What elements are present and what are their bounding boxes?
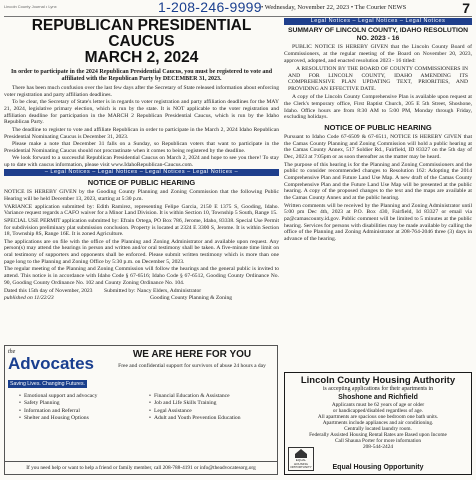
housing-line: Apartments include appliances and air conditioning. xyxy=(322,419,434,426)
header-phone: 1-208-246-9999 xyxy=(158,0,262,15)
advocates-headline: WE ARE HERE FOR YOU xyxy=(132,349,252,360)
summary-title: SUMMARY OF LINCOLN COUNTY, IDAHO RESOLUTION NO. 2023 - 16 xyxy=(287,27,469,42)
housing-authority-ad xyxy=(284,372,472,475)
caucus-notice xyxy=(4,18,279,169)
housing-places: Shoshone and Richfield xyxy=(338,393,418,401)
gooding-hearing-title: NOTICE OF PUBLIC HEARING xyxy=(87,178,196,188)
housing-line: or handicapped/disabled regardless of age. xyxy=(332,407,424,414)
summary-paragraph: PUBLIC NOTICE IS HEREBY GIVEN that the Lincoln County Board of Commissioners, at the regular meeting of the Board on November 20, 2023, approved, adopted, and enacted resolution 2023 - 16 titled: xyxy=(284,44,472,64)
legal-notices-band: – Legal Notices – Legal Notices – Legal Notices – Legal Notices – xyxy=(4,169,279,176)
service-item: • Shelter and Housing Options xyxy=(19,415,97,422)
housing-line: All apartments are spacious one bedroom one bath units. xyxy=(317,413,439,420)
header-paper-name: Lincoln County Journal • Lynx xyxy=(4,4,57,9)
submitted-agency: Gooding County Planning & Zoning xyxy=(150,294,233,301)
caucus-title-line-2: MARCH 2, 2024 xyxy=(84,49,199,66)
published-line: published on 11/22/23 xyxy=(4,294,54,301)
caucus-title-line-1: REPUBLICAN PRESIDENTIAL CAUCUS xyxy=(31,17,252,50)
advocates-tagline: Saving Lives. Changing Futures. xyxy=(10,381,85,387)
camas-hearing-title: NOTICE OF PUBLIC HEARING xyxy=(324,122,432,132)
hearing-paragraph: Pursuant to Idaho Code 67-6509 & 67-6511, NOTICE IS HEREBY GIVEN that the Camas County Planning and Zoning Commission will hold a public hearing at the Camas County Annex, 517 Soldier Rd., Fairfield, ID 83327 on the 5th day of Dec, 2023 at 7:05pm or as soon thereafter as the matter may be heard. xyxy=(284,133,472,161)
housing-sub: is accepting applications for their apartments in xyxy=(322,386,434,392)
hearing-paragraph: Written comments will be received by the Planning and Zoning Administrator until 5:00 pm Dec 4th, 2023 at P.O. Box 430, Fairfield, Id 83327 or email via pz@camascounty.id.gov. Public comment will be limited to 5 minutes at the public hearing. Services for persons with disabilities may be made available by calling the office of the Planning and Zoning Administrator at 208-764-2046 three (3) days in advance of the hearing. xyxy=(284,202,472,243)
dated-line: Dated this 15th day of November, 2023 xyxy=(4,288,93,295)
submitted-by: Submitted by: Nancy Elders, Administrator xyxy=(104,288,202,295)
hearing-paragraph: VARIANCE application submitted by: Edith Ramirez, representing Felipe Garcia, 2150 E 1375 S, Gooding, Idaho. Variance request regards a CAFO waiver for a Minor Land Division. It is within Section 10, Township 5 South, Range 15. xyxy=(4,203,279,217)
header-date: • Wednesday, November 22, 2023 • The Courier NEWS xyxy=(261,4,407,11)
hearing-paragraph: The purpose of this hearing is for the Planning and Zoning Commissioners and the public to consider recommended changes to Resolution 162: Adopting the 2014 Comprehensive Plan and Future Land Use Map. A new draft of the Camas County Comprehensive Plan and the Future Land Use Map will be presented at the public hearing. A copy of the proposed changes to the text and the maps are available at the Camas County Annex and at the public hearing. xyxy=(284,161,472,202)
caucus-paragraph: Please make a note that December 31 falls on a Sunday, so Republican voters that want to participate in the Presidential Nominating Caucus should not procrastinate when it comes to being registered by the deadline. xyxy=(4,141,279,154)
caucus-paragraph: The deadline to register to vote and affiliate Republican in order to participate in the March 2, 2024 Idaho Republican Presidential Nominating Caucus is December 31, 2023. xyxy=(4,126,279,140)
camas-hearing-notice xyxy=(284,123,472,243)
page-header xyxy=(4,0,472,17)
housing-body xyxy=(285,402,471,451)
summary-paragraph: A copy of the Lincoln County Comprehensive Plan is available upon request at the Clerk's temporary office, First Baptist Church, 205 E 5th Street, Shoshone, Idaho. Office hours are from 8:30 AM to 5:00 PM, Monday through Friday, excluding holidays. xyxy=(284,94,472,121)
hearing-paragraph: The regular meeting of the Planning and Zoning Commission will follow the hearings and the general public is invited to attend. This notice is in accordance with Idaho Code § 67-6516; Idaho Code § 67-6512, Gooding County Ordinance No. 90, Gooding County Ordinance No. 102 and County Zoning Ordinance No. 104. xyxy=(4,266,279,286)
service-item: • Job and Life Skills Training xyxy=(149,400,241,407)
service-item: • Adult and Youth Prevention Education xyxy=(149,415,241,422)
advocates-name: Advocates xyxy=(8,354,94,373)
hearing-paragraph: The applications are on file with the office of the Planning and Zoning Administrator and available upon request. Any person(s) may attend the hearings in person and written and/or oral testimony shall be taken. A five-minute time limit on oral testimony of supporters and opponents shall be enforced. Please submit written testimony which is more than one page long to the Planning and Zoning Office by 5:30 p.m. on December 5, 2023. xyxy=(4,238,279,265)
caucus-intro: In order to participate in the 2024 Republican Presidential Caucus, you must be registered to vote and affiliated with the Republican Party by DECEMBER 31, 2023. xyxy=(10,69,273,82)
advocates-ad xyxy=(4,345,278,475)
summary-resolution-text: A RESOLUTION BY THE BOARD OF COUNTY COMMISSIONERS IN AND FOR LINCOLN COUNTY, IDAHO AMENDING ITS COMPREHENSIVE PLAN UPDATING TEXT, PRIORITIES, AND PROVIDING AN EFFECTIVE DATE. xyxy=(288,65,468,92)
housing-line: 208-544-2424 xyxy=(362,444,393,451)
housing-title: Lincoln County Housing Authority xyxy=(300,375,456,386)
housing-line: Federally Assisted Housing Rental Rates are Based upon Income xyxy=(309,432,447,439)
resolution-summary xyxy=(284,27,472,121)
service-item: • Safety Planning xyxy=(19,400,97,407)
caucus-paragraph: There has been much confusion over the last few days after the Secretary of State released information about enforcing voter registration and party affiliation deadlines. xyxy=(4,85,279,98)
advocates-the: the xyxy=(8,349,16,355)
caucus-paragraph: To be clear, the Secretary of State's letter is in regards to voter registration and party affiliation deadlines for the MAY 21, 2024, legislative primary election, which is run by the state. It is NOT applicable to the voter registration and affiliation deadline for participation in the MARCH 2 Republican Presidential Caucus, which is run by the Idaho Republican Party. xyxy=(4,99,279,126)
hearing-signature xyxy=(4,288,279,301)
advocates-footer: If you need help or want to help a friend or family member, call 208-788-4191 or info@theadvocatesorg.org xyxy=(5,461,277,474)
hearing-paragraph: NOTICE IS HEREBY GIVEN by the Gooding County Planning and Zoning Commission that the following Public Hearing will be held December 13, 2023, starting at 5:30 p.m. xyxy=(4,189,279,203)
housing-line: Applicants must be 62 years of age or older xyxy=(331,401,425,408)
service-item: • Information and Referral xyxy=(19,408,97,415)
right-column xyxy=(284,18,472,244)
advocates-services-left xyxy=(19,393,97,423)
caucus-paragraph: We look forward to a successful Republican Presidential Caucus on March 2, 2024 and hope to see you there! To stay up to date with caucus information, please visit www.IdahoRepublican-Caucus.com. xyxy=(4,155,279,168)
hearing-paragraph: SPECIAL USE PERMIT application submitted by: Efrain Ortega, PO Box 786, Jerome, Idaho, 83338. Special Use Permit for subdivision preliminary plat submission conclusion. Property is located at 2324 E 3300 S, Jerome. It is within Section 18, Township 8S, Range 16E. It is zoned Agriculture. xyxy=(4,217,279,238)
housing-line: Call Shauna Porter for more information xyxy=(334,438,422,445)
gooding-hearing-notice xyxy=(4,178,279,301)
advocates-services-right xyxy=(149,393,241,423)
service-item: • Legal Assistance xyxy=(149,408,241,415)
advocates-logo xyxy=(8,349,103,389)
legal-notices-band: Legal Notices – Legal Notices – Legal Notices xyxy=(284,18,472,25)
eho-label: EQUAL HOUSING OPPORTUNITY xyxy=(290,458,312,469)
left-column xyxy=(4,18,279,301)
page-number: 7 xyxy=(462,0,470,16)
service-item: • Emotional support and advocacy xyxy=(19,393,97,400)
advocates-subline: Free and confidential support for survivors of abuse 24 hours a day xyxy=(118,363,266,369)
equal-housing-text: Equal Housing Opportunity xyxy=(332,464,424,471)
housing-line: Centrally located laundry room. xyxy=(344,425,412,432)
service-item: • Financial Education & Assistance xyxy=(149,393,241,400)
